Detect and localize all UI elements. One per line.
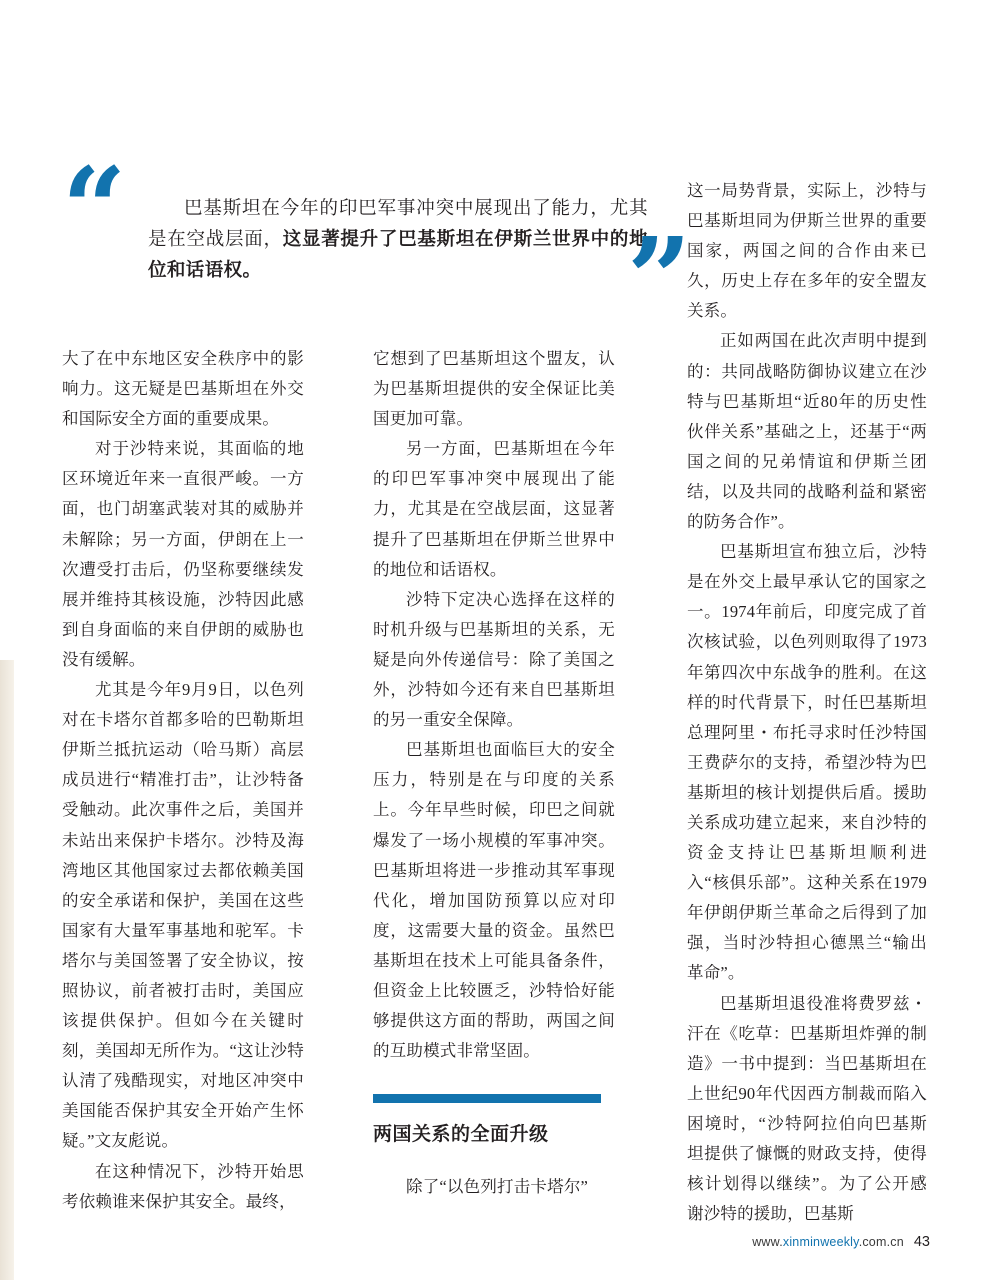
paragraph: 沙特下定决心选择在这样的时机升级与巴基斯坦的关系，无疑是向外传递信号：除了美国之外，沙特如今还有来自巴基斯坦的另一重安全保障。 bbox=[373, 589, 615, 730]
page-edge-decoration bbox=[0, 660, 14, 1280]
section-title: 两国关系的全面升级 bbox=[373, 1124, 549, 1146]
section-heading-block bbox=[373, 1094, 615, 1148]
pull-quote-text bbox=[148, 194, 648, 287]
pull-quote-emphasis: 这显著提升了巴基斯坦在伊斯兰世界中的地位和话语权。 bbox=[148, 230, 648, 281]
section-rule bbox=[373, 1094, 601, 1103]
paragraph: 它想到了巴基斯坦这个盟友，认为巴基斯坦提供的安全保证比美国更加可靠。 bbox=[373, 349, 615, 429]
quote-close-icon: ” bbox=[627, 214, 692, 345]
body-column-2 bbox=[373, 344, 615, 1202]
paragraph: 对于沙特来说，其面临的地区环境近年来一直很严峻。一方面，也门胡塞武装对其的威胁并未解除；另一方面，伊朗在上一次遭受打击后，仍坚称要继续发展并维持其核设施，沙特因此感到自身面临的来自伊朗的威胁也没有缓解。 bbox=[62, 439, 304, 669]
paragraph: 正如两国在此次声明中提到的：共同战略防御协议建立在沙特与巴基斯坦“近80年的历史性伙伴关系”基础之上，还基于“两国之间的兄弟情谊和伊斯兰团结，以及共同的战略利益和紧密的防务合作”。 bbox=[687, 331, 927, 532]
pull-quote-lead: 巴基斯坦在今年的印巴军事冲突中展现出了能力，尤其是在空战层面， bbox=[148, 199, 648, 250]
paragraph: 这一局势背景，实际上，沙特与巴基斯坦同为伊斯兰世界的重要国家，两国之间的合作由来已久，历史上存在多年的安全盟友关系。 bbox=[687, 181, 927, 321]
url-suffix: .com.cn bbox=[858, 1235, 904, 1249]
body-column-1 bbox=[62, 344, 304, 1217]
website-url bbox=[752, 1235, 904, 1249]
paragraph: 巴基斯坦退役准将费罗兹・汗在《吃草：巴基斯坦炸弹的制造》一书中提到：当巴基斯坦在上世纪90年代因西方制裁而陷入困境时，“沙特阿拉伯向巴基斯坦提供了慷慨的财政支持，使得核计划得以继续”。为了公开感谢沙特的援助，巴基斯 bbox=[687, 993, 927, 1224]
quote-open-icon: “ bbox=[62, 144, 127, 275]
paragraph: 大了在中东地区安全秩序中的影响力。这无疑是巴基斯坦在外交和国际安全方面的重要成果。 bbox=[62, 349, 304, 429]
pull-quote bbox=[62, 144, 692, 345]
paragraph: 除了“以色列打击卡塔尔” bbox=[406, 1177, 589, 1197]
url-prefix: www. bbox=[752, 1235, 783, 1249]
body-column-3 bbox=[687, 176, 927, 1229]
paragraph: 巴基斯坦宣布独立后，沙特是在外交上最早承认它的国家之一。1974年前后，印度完成了首次核试验，以色列则取得了1973年第四次中东战争的胜利。在这样的时代背景下，时任巴基斯坦总理阿里・布托寻求时任沙特国王费萨尔的支持，希望沙特为巴基斯坦的核计划提供后盾。援助关系成功建立起来，来自沙特的资金支持让巴基斯坦顺利进入“核俱乐部”。这种关系在1979年伊朗伊斯兰革命之后得到了加强，当时沙特担心德黑兰“输出革命”。 bbox=[687, 542, 927, 983]
paragraph: 在这种情况下，沙特开始思考依赖谁来保护其安全。最终， bbox=[62, 1161, 304, 1211]
paragraph: 另一方面，巴基斯坦在今年的印巴军事冲突中展现出了能力，尤其是在空战层面，这显著提升了巴基斯坦在伊斯兰世界中的地位和话语权。 bbox=[373, 439, 615, 579]
page-number: 43 bbox=[913, 1234, 930, 1250]
paragraph: 尤其是今年9月9日，以色列对在卡塔尔首都多哈的巴勒斯坦伊斯兰抵抗运动（哈马斯）高层成员进行“精准打击”，让沙特备受触动。此次事件之后，美国并未站出来保护卡塔尔。沙特及海湾地区其他国家过去都依赖美国的安全承诺和保护，美国在这些国家有大量军事基地和驼军。卡塔尔与美国签署了安全协议，按照协议，前者被打击时，美国应该提供保护。但如今在关键时刻，美国却无所作为。“这让沙特认清了残酷现实，对地区冲突中美国能否保护其安全开始产生怀疑。”文友彪说。 bbox=[62, 680, 304, 1151]
paragraph: 巴基斯坦也面临巨大的安全压力，特别是在与印度的关系上。今年早些时候，印巴之间就爆发了一场小规模的军事冲突。巴基斯坦将进一步推动其军事现代化，增加国防预算以应对印度，这需要大量的资金。虽然巴基斯坦在技术上可能具备条件，但资金上比较匮乏，沙特恰好能够提供这方面的帮助，两国之间的互助模式非常坚固。 bbox=[373, 740, 615, 1061]
url-brand: xinminweekly bbox=[782, 1235, 859, 1249]
page-footer bbox=[752, 1234, 930, 1250]
